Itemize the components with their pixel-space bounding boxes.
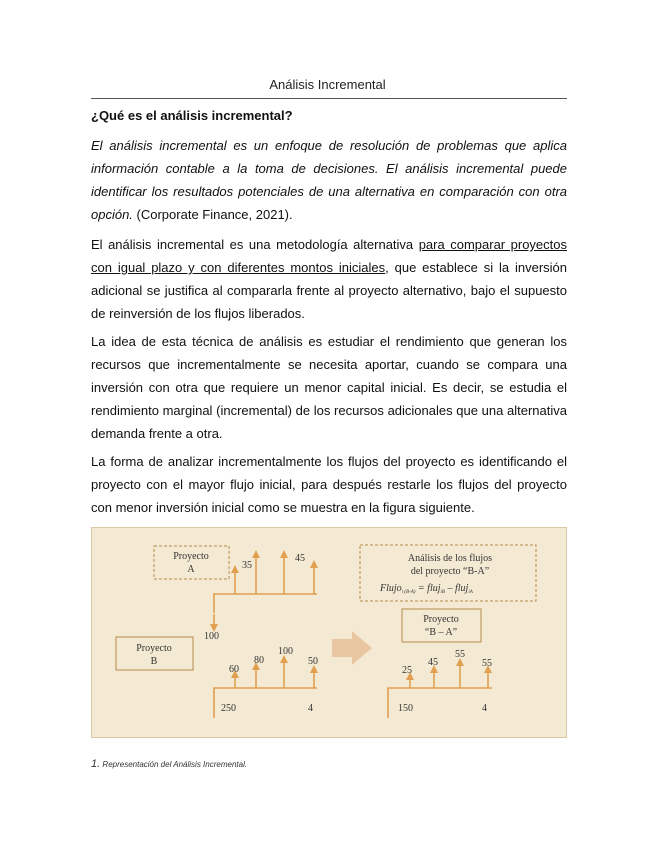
- paragraph-methodology: [91, 233, 567, 325]
- project-ba-label-2: “B – A”: [424, 627, 458, 638]
- project-ba-inflow-3: 55: [455, 649, 465, 660]
- project-a-timeline: [214, 594, 317, 613]
- project-ba-periods: 4: [482, 703, 487, 714]
- project-ba-inflow-2: 45: [428, 657, 438, 668]
- project-b-label-1: Proyecto: [136, 643, 172, 654]
- methodology-underlined: para comparar proyectos con igual plazo y con diferentes montos iniciales: [91, 237, 568, 275]
- project-b-inflow-2: 80: [254, 655, 264, 666]
- page-header: Análisis Incremental: [269, 77, 386, 92]
- caption-number: 1.: [91, 758, 101, 770]
- project-b-label-2: B: [150, 656, 158, 667]
- section-heading: ¿Qué es el análisis incremental?: [91, 108, 293, 123]
- project-ba-inflow-1: 25: [402, 665, 412, 676]
- project-ba-label-1: Proyecto: [423, 614, 459, 625]
- analysis-title-1: Análisis de los flujos: [407, 553, 493, 564]
- project-a-label-1: Proyecto: [173, 551, 209, 562]
- project-b-inflow-4: 50: [308, 656, 318, 667]
- project-b-inflow-1: 60: [229, 664, 239, 675]
- definition-citation: (Corporate Finance, 2021).: [132, 207, 293, 222]
- project-b-inflow-3: 100: [278, 646, 293, 657]
- analysis-formula: Flujo$_{i (B-A)}$ = fluj$_{iB}$ – fluj$_{iA}$: [380, 583, 473, 595]
- paragraph-procedure: La forma de analizar incrementalmente los flujos del proyecto es identificando el proyecto con el mayor flujo inicial, para después restarle los flujos del proyecto con menor inversión inicial como se muestra en la figura siguiente.: [91, 454, 567, 515]
- analysis-title-2: del proyecto “B-A”: [410, 566, 490, 577]
- project-a-inflow-2: 45: [295, 553, 305, 564]
- figure-caption: [91, 758, 247, 770]
- transition-arrow: [332, 631, 372, 665]
- paragraph-idea: La idea de esta técnica de análisis es estudiar el rendimiento que generan los recursos que incrementalmente se necesita aportar, cuando se compara una inversión con otra que requiere un menor capital inicial. Es decir, se estudia el rendimiento marginal (incremental) de los recursos adicionales que una alternativa demanda frente a otra.: [91, 334, 567, 441]
- project-ba-outflow: 150: [398, 703, 413, 714]
- methodology-text-b: , que establece si la inversión adicional se justifica al compararla frente al proyecto alternativo, bajo el supuesto de reinversión de los flujos liberados.: [91, 260, 567, 321]
- project-b-outflow: 250: [221, 703, 236, 714]
- incremental-analysis-figure: [91, 527, 567, 738]
- project-a-inflow-1: 35: [242, 560, 252, 571]
- methodology-text-a: El análisis incremental es una metodología alternativa: [91, 237, 419, 252]
- project-a-outflow: 100: [204, 631, 219, 642]
- caption-text: Representación del Análisis Incremental.: [100, 760, 248, 769]
- definition-quote: El análisis incremental es un enfoque de resolución de problemas que aplica información contable a la toma de decisiones. El análisis incremental puede identificar los resultados potenciales de una alternativa en comparación con otra opción.: [91, 138, 567, 222]
- project-ba-inflow-4: 55: [482, 658, 492, 669]
- header-rule: [91, 98, 567, 99]
- project-a-label-2: A: [187, 564, 195, 575]
- paragraph-definition: [91, 134, 567, 226]
- project-b-periods: 4: [308, 703, 313, 714]
- cash-flow-diagram: [92, 528, 568, 739]
